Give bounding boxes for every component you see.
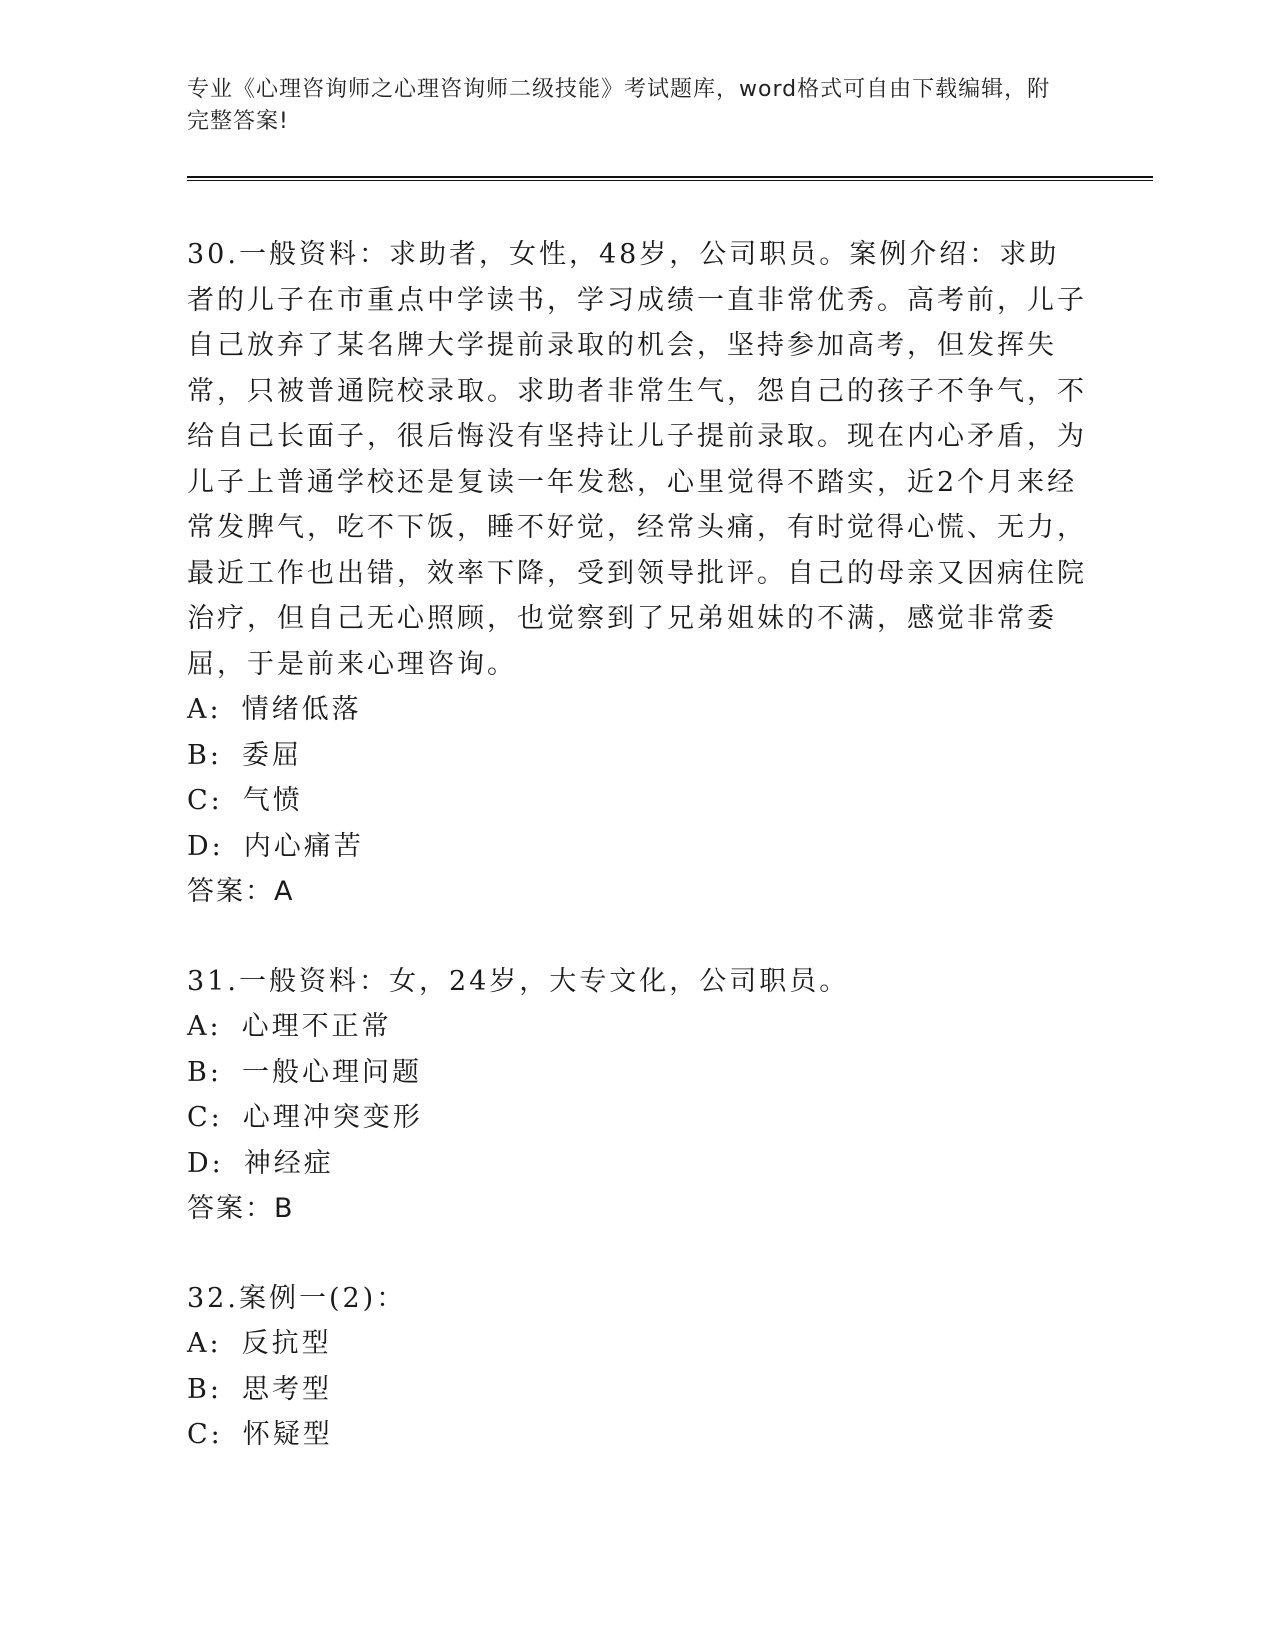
option-text: 反抗型: [241, 1328, 332, 1359]
option-letter: B:: [187, 1056, 222, 1088]
document-header: 专业《心理咨询师之心理咨询师二级技能》考试题库，word格式可自由下载编辑，附完整答案!: [187, 77, 1051, 134]
option-letter: A:: [187, 694, 222, 725]
option-letter: D:: [187, 1147, 224, 1179]
option-text: 神经症: [243, 1147, 334, 1179]
option-a: [187, 687, 1087, 733]
option-letter: C:: [187, 1102, 223, 1133]
question-30: [187, 232, 1087, 915]
question-text: 案例一(2)：: [238, 1282, 407, 1314]
option-letter: D:: [187, 830, 224, 862]
option-c: [187, 1412, 1087, 1458]
option-text: 心理冲突变形: [242, 1102, 423, 1133]
option-letter: B:: [187, 1373, 222, 1405]
question-stem: [187, 1276, 1087, 1322]
option-letter: B:: [187, 739, 222, 771]
option-letter: C:: [187, 1419, 223, 1450]
option-b: [187, 1050, 1087, 1096]
question-32: [187, 1276, 1087, 1458]
option-letter: A:: [187, 1328, 222, 1359]
question-list: [187, 232, 1087, 1502]
question-number: 30.: [187, 239, 239, 270]
answer-line: 答案：B: [187, 1193, 295, 1224]
option-text: 心理不正常: [241, 1011, 392, 1042]
header-divider: [187, 176, 1153, 181]
question-stem: [187, 959, 1087, 1005]
question-number: 32.: [187, 1282, 239, 1314]
option-text: 思考型: [241, 1373, 332, 1405]
question-stem: [187, 232, 1087, 687]
option-text: 委屈: [241, 739, 302, 771]
option-text: 情绪低落: [241, 694, 362, 725]
option-c: [187, 778, 1087, 824]
question-31: [187, 959, 1087, 1232]
option-text: 气愤: [242, 785, 303, 816]
option-c: [187, 1095, 1087, 1141]
answer-line: 答案：A: [187, 876, 295, 907]
option-text: 怀疑型: [242, 1419, 333, 1450]
option-d: [187, 1141, 1087, 1187]
option-b: [187, 1367, 1087, 1413]
option-text: 内心痛苦: [243, 830, 364, 862]
option-d: [187, 824, 1087, 870]
question-number: 31.: [187, 965, 239, 997]
question-text: 一般资料：女，24岁，大专文化，公司职员。: [238, 965, 850, 997]
option-b: [187, 733, 1087, 779]
option-a: [187, 1321, 1087, 1367]
option-letter: A:: [187, 1011, 222, 1042]
question-text: 一般资料：求助者，女性，48岁，公司职员。案例介绍：求助者的儿子在市重点中学读书，学习成绩一直非常优秀。高考前，儿子自己放弃了某名牌大学提前录取的机会，坚持参加高考，但发挥失常，只被普通院校录取。求助者非常生气，怨自己的孩子不争气，不给自己长面子，很后悔没有坚持让儿子提前录取。现在内心矛盾，为儿子上普通学校还是复读一年发愁，心里觉得不踏实，近2个月来经常发脾气，吃不下饭，睡不好觉，经常头痛，有时觉得心慌、无力，最近工作也出错，效率下降，受到领导批评。自己的母亲又因病住院治疗，但自己无心照顾，也觉察到了兄弟姐妹的不满，感觉非常委屈，于是前来心理咨询。: [187, 239, 1087, 680]
option-text: 一般心理问题: [241, 1056, 422, 1088]
option-letter: C:: [187, 785, 223, 816]
option-a: [187, 1004, 1087, 1050]
